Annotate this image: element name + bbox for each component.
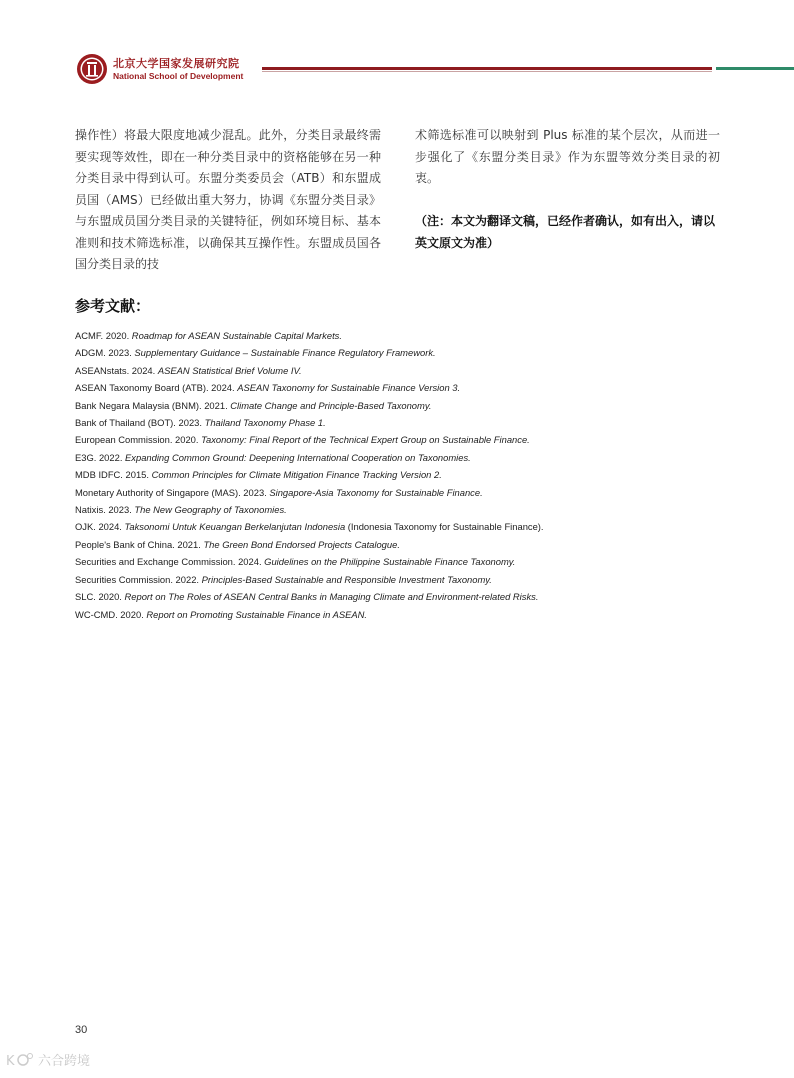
brand-name-cn: 北京大学国家发展研究院 — [113, 57, 240, 70]
header-rule-red — [262, 67, 712, 70]
reference-item: European Commission. 2020. Taxonomy: Final Report of the Technical Expert Group on Sustainable Finance. — [75, 434, 530, 446]
reference-item: Securities and Exchange Commission. 2024. Guidelines on the Philippine Sustainable Finance Taxonomy. — [75, 556, 516, 568]
reference-item: ASEANstats. 2024. ASEAN Statistical Brief Volume IV. — [75, 364, 302, 376]
reference-item: Securities Commission. 2022. Principles-Based Sustainable and Responsible Investment Taxonomy. — [75, 573, 492, 585]
watermark-logo-icon — [6, 1052, 34, 1068]
page-header — [0, 0, 794, 100]
reference-item: Bank of Thailand (BOT). 2023. Thailand Taxonomy Phase 1. — [75, 417, 326, 429]
reference-item: Monetary Authority of Singapore (MAS). 2023. Singapore-Asia Taxonomy for Sustainable Finance. — [75, 486, 483, 498]
translation-note: （注：本文为翻译文稿，已经作者确认，如有出入，请以英文原文为准） — [415, 214, 716, 250]
peking-university-logo — [76, 53, 108, 85]
reference-item: MDB IDFC. 2015. Common Principles for Climate Mitigation Finance Tracking Version 2. — [75, 469, 442, 481]
reference-item: WC-CMD. 2020. Report on Promoting Sustainable Finance in ASEAN. — [75, 608, 367, 620]
brand-name-en: National School of Development — [113, 71, 244, 81]
watermark-text: 六合跨境 — [38, 1054, 91, 1069]
body-paragraph-left: 操作性）将最大限度地减少混乱。此外，分类目录最终需要实现等效性，即在一种分类目录中的资格能够在另一种分类目录中得到认可。东盟分类委员会（ATB）和东盟成员国（AMS）已经做出重大努力，协调《东盟分类目录》与东盟成员国分类目录的关键特征，例如环境目标、基本准则和技术筛选标准，以确保其互操作性。东盟成员国各国分类目录的技 — [75, 128, 381, 271]
svg-text:K: K — [6, 1053, 15, 1068]
watermark — [6, 1050, 90, 1069]
reference-item: E3G. 2022. Expanding Common Ground: Deepening International Cooperation on Taxonomies. — [75, 451, 471, 463]
reference-item: ADGM. 2023. Supplementary Guidance – Sustainable Finance Regulatory Framework. — [75, 347, 436, 359]
page-number: 30 — [75, 1024, 88, 1036]
reference-list — [75, 327, 725, 623]
reference-item: People's Bank of China. 2021. The Green Bond Endorsed Projects Catalogue. — [75, 538, 400, 550]
reference-item: SLC. 2020. Report on The Roles of ASEAN Central Banks in Managing Climate and Environment-related Risks. — [75, 591, 539, 603]
reference-item: OJK. 2024. Taksonomi Untuk Keuangan Berkelanjutan Indonesia (Indonesia Taxonomy for Sustainable Finance). — [75, 521, 544, 533]
references-title: 参考文献： — [75, 297, 151, 315]
reference-item: Bank Negara Malaysia (BNM). 2021. Climate Change and Principle-Based Taxonomy. — [75, 399, 432, 411]
reference-item: ACMF. 2020. Roadmap for ASEAN Sustainable Capital Markets. — [75, 330, 342, 341]
body-paragraph-right: 术筛选标准可以映射到 Plus 标准的某个层次，从而进一步强化了《东盟分类目录》作为东盟等效分类目录的初衷。 — [415, 128, 720, 185]
header-rule-thin — [262, 71, 712, 72]
reference-item: Natixis. 2023. The New Geography of Taxonomies. — [75, 504, 287, 516]
reference-item: ASEAN Taxonomy Board (ATB). 2024. ASEAN Taxonomy for Sustainable Finance Version 3. — [75, 382, 461, 394]
header-rule-green — [716, 67, 794, 70]
